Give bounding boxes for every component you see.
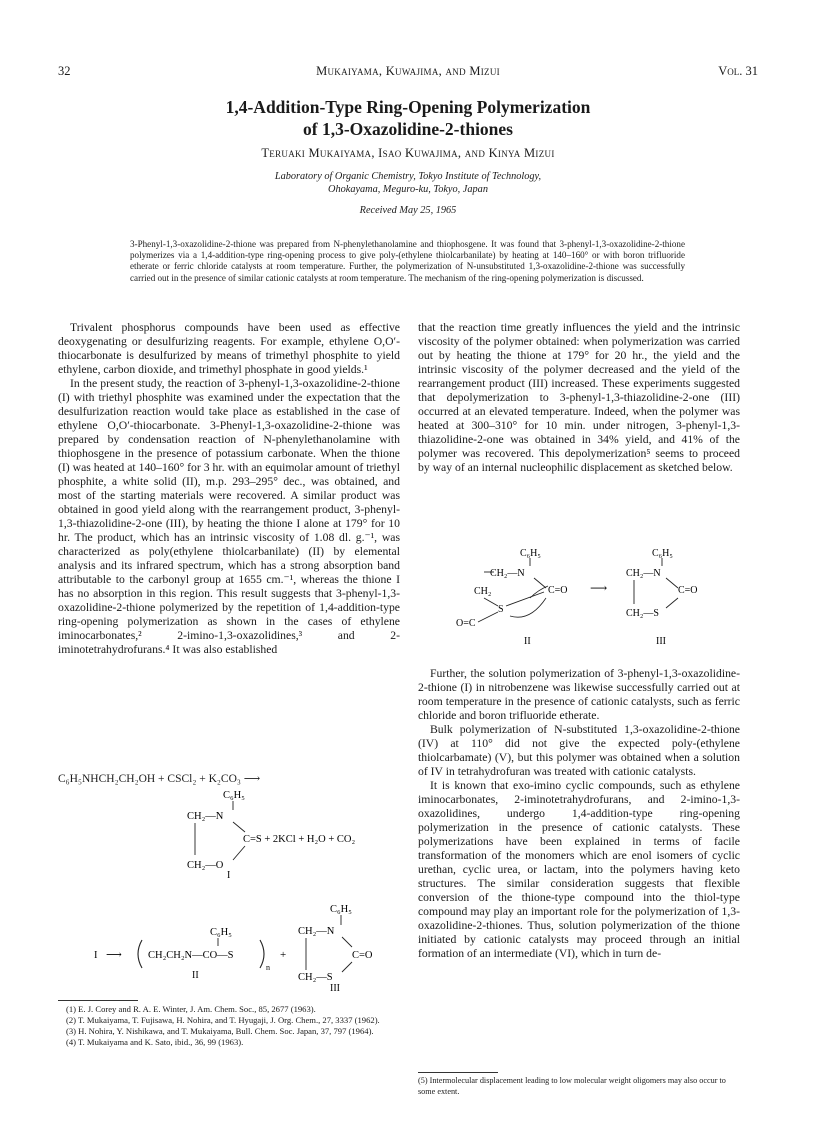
right-column-top <box>418 321 740 475</box>
affiliation-line-1: Laboratory of Organic Chemistry, Tokyo Institute of Technology, <box>274 171 542 182</box>
body-paragraph: In the present study, the reaction of 3-phenyl-1,3-oxazolidine-2-thione (I) with triethyl phosphite was examined under the expectation that the desulfurization reaction would take place as established in the case of ethylene O,O′-thiocarbonate. 3-Phenyl-1,3-oxazolidine-2-thione was prepared by condensation reaction of N-phenylethanolamine with thiophosgene in the presence of potassium carbonate. When the thione (I) was heated at 140–160° for 3 hr. with an equimolar amount of triethyl phosphite, a white solid (II), m.p. 293–295° dec., was obtained, and most of the starting materials were recovered. A similar product was obtained in good yield along with the rearrangement product, 3-phenyl-1,3-thiazolidine-2-one (III), by heating the thione I alone at 179° for 10 hr. The product, which has an intrinsic viscosity of 1.08 dl. g.⁻¹, was characterized as poly(ethylene thiolcarbanilate) (II) by elemental analysis and its infrared spectrum, which has a strong absorption band attributable to the carbonyl group at 1655 cm.⁻¹, whereas the thione I has no absorption in this region. This result suggests that 3-phenyl-1,3-oxazolidine-2-thione polymerized by the repetition of 1,4-addition-type ring-opening polymerization as shown in the cases of ethylene iminocarbonates,² 2-imino-1,3-oxazolidines,³ and 2-iminotetrahydrofurans.⁴ It was also established <box>58 377 400 656</box>
body-paragraph: Trivalent phosphorus compounds have been used as effective deoxygenating or desulfurizing reagents. For example, ethylene O,O′-thiocarbonate is desulfurized by means of trimethyl phosphite to yield ethylene, carbon dioxide, and trimethyl phosphate in good yields.¹ <box>58 321 400 376</box>
phenyl-label: C₆H₅ <box>652 548 673 559</box>
body-paragraph: Further, the solution polymerization of 3-phenyl-1,3-oxazolidine-2-thione (I) in nitrobenzene was likewise successfully carried out at room temperature in the presence of cationic catalysts, such as ferric chloride and boron trifluoride etherate. <box>418 667 740 722</box>
compound-label-II: II <box>192 970 199 981</box>
phenyl-label: C₆H₅ <box>330 904 352 915</box>
ch2-n-label: CH₂—N <box>626 568 661 579</box>
footnote-rule <box>418 1072 498 1073</box>
footnote-3: (3) H. Nohira, Y. Nishikawa, and T. Mukaiyama, Bull. Chem. Soc. Japan, 37, 797 (1964). <box>66 1026 374 1036</box>
phenyl-label: C₆H₅ <box>223 790 245 801</box>
footnote-2: (2) T. Mukaiyama, T. Fujisawa, H. Nohira, and T. Hyugaji, J. Org. Chem., 27, 3337 (1962). <box>66 1015 380 1025</box>
right-column-bottom <box>418 667 740 961</box>
body-paragraph: It is known that exo-imino cyclic compounds, such as ethylene iminocarbonates, 2-iminotetrahydrofurans, and 2-imino-1,3-oxazolidines, undergo 1,4-addition-type ring-opening polymerization in the presence of cationic catalysts. These polymerizations have been explained in terms of facile transformation of the monomers which are enol isomers of cyclic urethan, cyclic urea, or lactam, into the polymers having keto structures. The similar consideration suggests that flexible conversion of the thione-type compound into the thiol-type compound may play an important role for the polymerization of 1,3-oxazolidine-2-thiones. Thus, solution polymerization of the thione initiated by cationic catalysts may proceed through an initial formation of an intermediate (VI), which in turn de- <box>418 779 740 960</box>
article-title <box>120 96 696 140</box>
sulfur-label: S <box>498 604 504 615</box>
ch2-n-label: CH₂—N <box>298 926 335 937</box>
ch2-n-label: CH₂—N <box>490 568 525 579</box>
ch2-o-label: CH₂—O <box>187 860 224 871</box>
running-head <box>58 64 758 80</box>
abstract: 3-Phenyl-1,3-oxazolidine-2-thione was prepared from N-phenylethanolamine and thiophosgene. It was found that 3-phenyl-1,3-oxazolidine-2-thione polymerizes via a 1,4-addition-type ring-opening process to give poly-(ethylene thiolcarbanilate) by heating at 140–160° or with boron trifluoride etherate or ferric chloride catalysts at room temperature. Further, the polymerization of N-unsubstituted 1,3-oxazolidine-2-thione was successfully carried out in the presence of similar cationic catalysts at room temperature. The mechanism of the ring-opening polymerization is discussed. <box>130 239 685 283</box>
thione-products-label: C=S + 2KCl + H₂O + CO₂ <box>243 834 356 845</box>
affiliation-line-2: Ohokayama, Meguro-ku, Tokyo, Japan <box>328 184 488 195</box>
affiliation <box>120 170 696 196</box>
phenyl-label: C₆H₅ <box>520 548 541 559</box>
volume-label: Vol. 31 <box>718 64 758 78</box>
scheme-depolymerization <box>450 542 730 652</box>
left-column <box>58 321 400 657</box>
reaction-arrow: ⟶ <box>106 949 122 961</box>
carbonyl-label: C=O <box>678 585 698 596</box>
title-line-1: 1,4-Addition-Type Ring-Opening Polymerization <box>225 97 591 117</box>
ch2-label: CH₂ <box>474 586 492 597</box>
compound-label-III: III <box>330 983 340 992</box>
footnote-4: (4) T. Mukaiyama and K. Sato, ibid., 36, 99 (1963). <box>66 1037 244 1047</box>
oc-label: O=C <box>456 618 476 629</box>
ch2-s-label: CH₂—S <box>626 608 659 619</box>
compound-label-III: III <box>656 636 666 647</box>
author-list: Teruaki Mukaiyama, Isao Kuwajima, and Kinya Mizui <box>261 146 555 160</box>
body-paragraph: Bulk polymerization of N-substituted 1,3-oxazolidine-2-thione (IV) at 110° did not give the expected poly-(ethylene thiolcarbamate) (V), but this polymer was obtained when a solution of IV in tetrahydrofuran was treated with cationic catalysts. <box>418 723 740 778</box>
footnote-rule <box>58 1000 138 1001</box>
reaction-equation: C₆H₅NHCH₂CH₂OH + CSCl₂ + K₂CO₃ ⟶ <box>58 773 261 785</box>
polymer-unit-label: CH₂CH₂N—CO—S <box>148 950 234 961</box>
title-line-2: of 1,3-Oxazolidine-2-thiones <box>303 119 513 139</box>
footnotes-left <box>58 1000 400 1048</box>
carbonyl-label: C=O <box>352 950 373 961</box>
reaction-arrow: ⟶ <box>590 581 608 595</box>
phenyl-label: C₆H₅ <box>210 927 232 938</box>
page-number: 32 <box>58 64 71 78</box>
carbonyl-label: C=O <box>548 585 568 596</box>
scheme-thione-synthesis <box>175 786 405 878</box>
ch2-s-label: CH₂—S <box>298 972 333 983</box>
footnotes-right <box>418 1072 740 1097</box>
repeat-n: n <box>266 963 270 972</box>
running-authors: Mukaiyama, Kuwajima, and Mizui <box>316 64 500 78</box>
compound-label-I: I <box>94 950 98 961</box>
plus-sign: + <box>280 949 287 961</box>
compound-label-II: II <box>524 636 531 647</box>
received-date: Received May 25, 1965 <box>359 205 457 216</box>
footnote-1: (1) E. J. Corey and R. A. E. Winter, J. Am. Chem. Soc., 85, 2677 (1963). <box>66 1004 316 1014</box>
body-paragraph: that the reaction time greatly influences the yield and the intrinsic viscosity of the polymer obtained: when polymerization was carried out by heating the thione at 179° for 20 hr., the yield and the intrinsic viscosity of the polymer decreased and the yield of the rearrangement product (III) increased. These experiments suggested that depolymerization to 3-phenyl-1,3-thiazolidine-2-one (III) occurred at an elevated temperature. Indeed, when the polymer was heated at 300–310° for 10 min. under nitrogen, 3-phenyl-1,3-thiazolidine-2-one was obtained in 34% yield, and 41% of the polymer was recovered. This depolymerization⁵ seems to proceed by way of an internal nucleophilic displacement as sketched below. <box>418 321 740 474</box>
scheme-polymerization <box>90 900 400 992</box>
compound-label-I: I <box>227 870 231 878</box>
footnote-5: (5) Intermolecular displacement leading to low molecular weight oligomers may also occur to some extent. <box>418 1076 726 1096</box>
ch2-n-label: CH₂—N <box>187 811 224 822</box>
